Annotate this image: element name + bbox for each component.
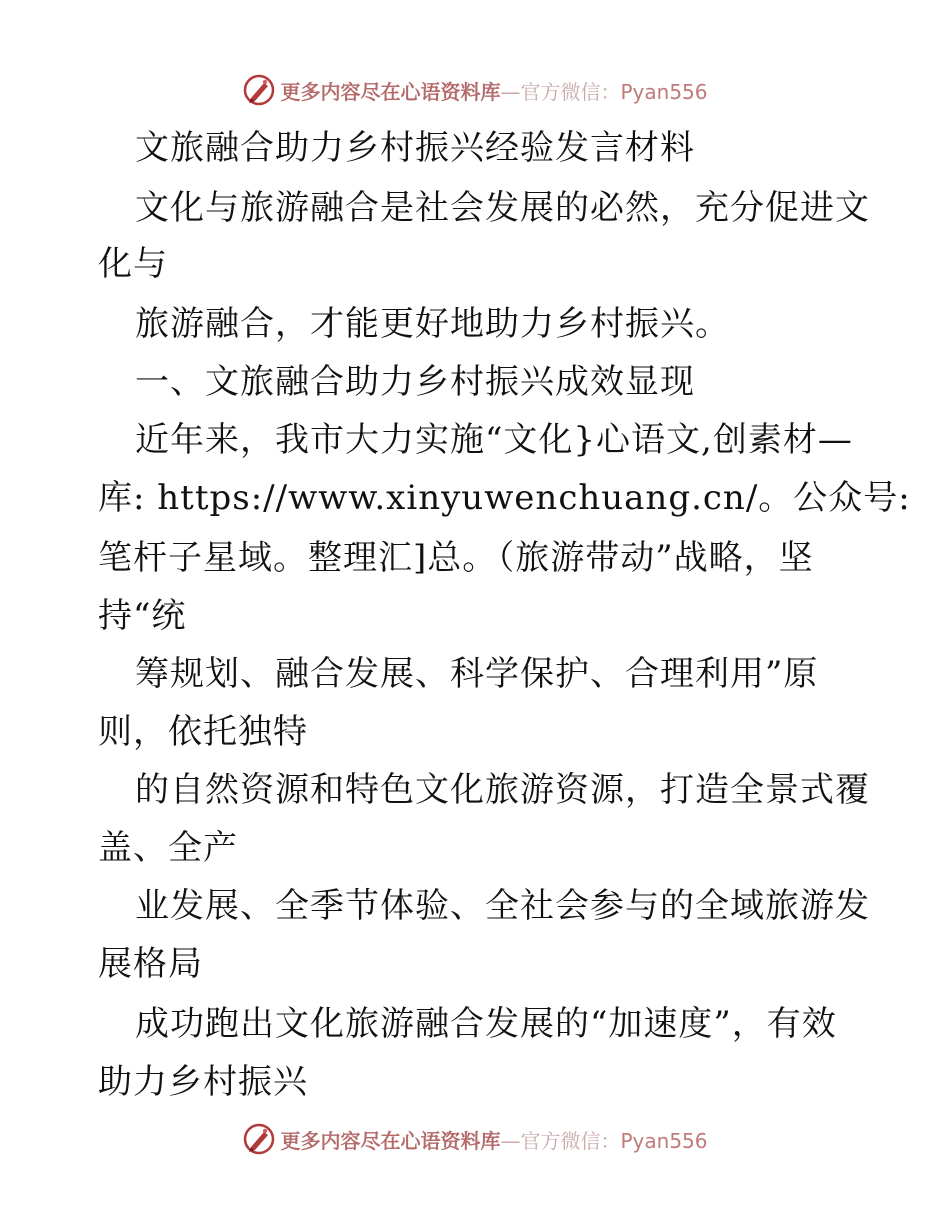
footer-watermark xyxy=(0,1121,950,1157)
header-watermark-main: 更多内容尽在心语资料库 xyxy=(280,79,501,104)
header-watermark-dash: — xyxy=(500,79,521,104)
footer-watermark-text xyxy=(280,1125,707,1154)
paragraph-line: 旅游融合，才能更好地助力乡村振兴。 xyxy=(135,304,730,344)
header-watermark xyxy=(0,72,950,108)
header-watermark-text xyxy=(280,76,707,105)
header-watermark-label: 官方微信： xyxy=(520,79,621,104)
pen-logo-icon xyxy=(242,73,276,107)
paragraph-line: 化与 xyxy=(98,244,168,284)
paragraph-line: 成功跑出文化旅游融合发展的“加速度”，有效 xyxy=(135,1004,837,1044)
paragraph-line: 助力乡村振兴 xyxy=(98,1062,308,1102)
paragraph-line: 盖、全产 xyxy=(98,828,238,868)
footer-watermark-id: Pyan556 xyxy=(620,1128,708,1153)
paragraph-line: 筹规划、融合发展、科学保护、合理利用”原 xyxy=(135,654,819,694)
document-title: 文旅融合助力乡村振兴经验发言材料 xyxy=(135,128,695,168)
header-watermark-id: Pyan556 xyxy=(620,79,708,104)
paragraph-line: 近年来，我市大力实施“文化}心语文,创素材— xyxy=(135,420,853,460)
paragraph-line: 的自然资源和特色文化旅游资源，打造全景式覆 xyxy=(135,770,870,810)
pen-logo-icon xyxy=(242,1122,276,1156)
paragraph-line: 业发展、全季节体验、全社会参与的全域旅游发 xyxy=(135,886,870,926)
paragraph-line: 展格局 xyxy=(98,944,203,984)
paragraph-line: 持“统 xyxy=(98,596,187,636)
paragraph-line: 库: https://www.xinyuwenchuang.cn/。公众号: xyxy=(98,478,911,518)
section-heading: 一、文旅融合助力乡村振兴成效显现 xyxy=(135,362,695,402)
footer-watermark-main: 更多内容尽在心语资料库 xyxy=(280,1128,501,1153)
paragraph-line: 笔杆子星域。整理汇]总。（旅游带动”战略，坚 xyxy=(98,538,814,578)
paragraph-line: 文化与旅游融合是社会发展的必然，充分促进文 xyxy=(135,188,870,228)
paragraph-line: 则，依托独特 xyxy=(98,712,308,752)
footer-watermark-dash: — xyxy=(500,1128,521,1153)
footer-watermark-label: 官方微信： xyxy=(520,1128,621,1153)
